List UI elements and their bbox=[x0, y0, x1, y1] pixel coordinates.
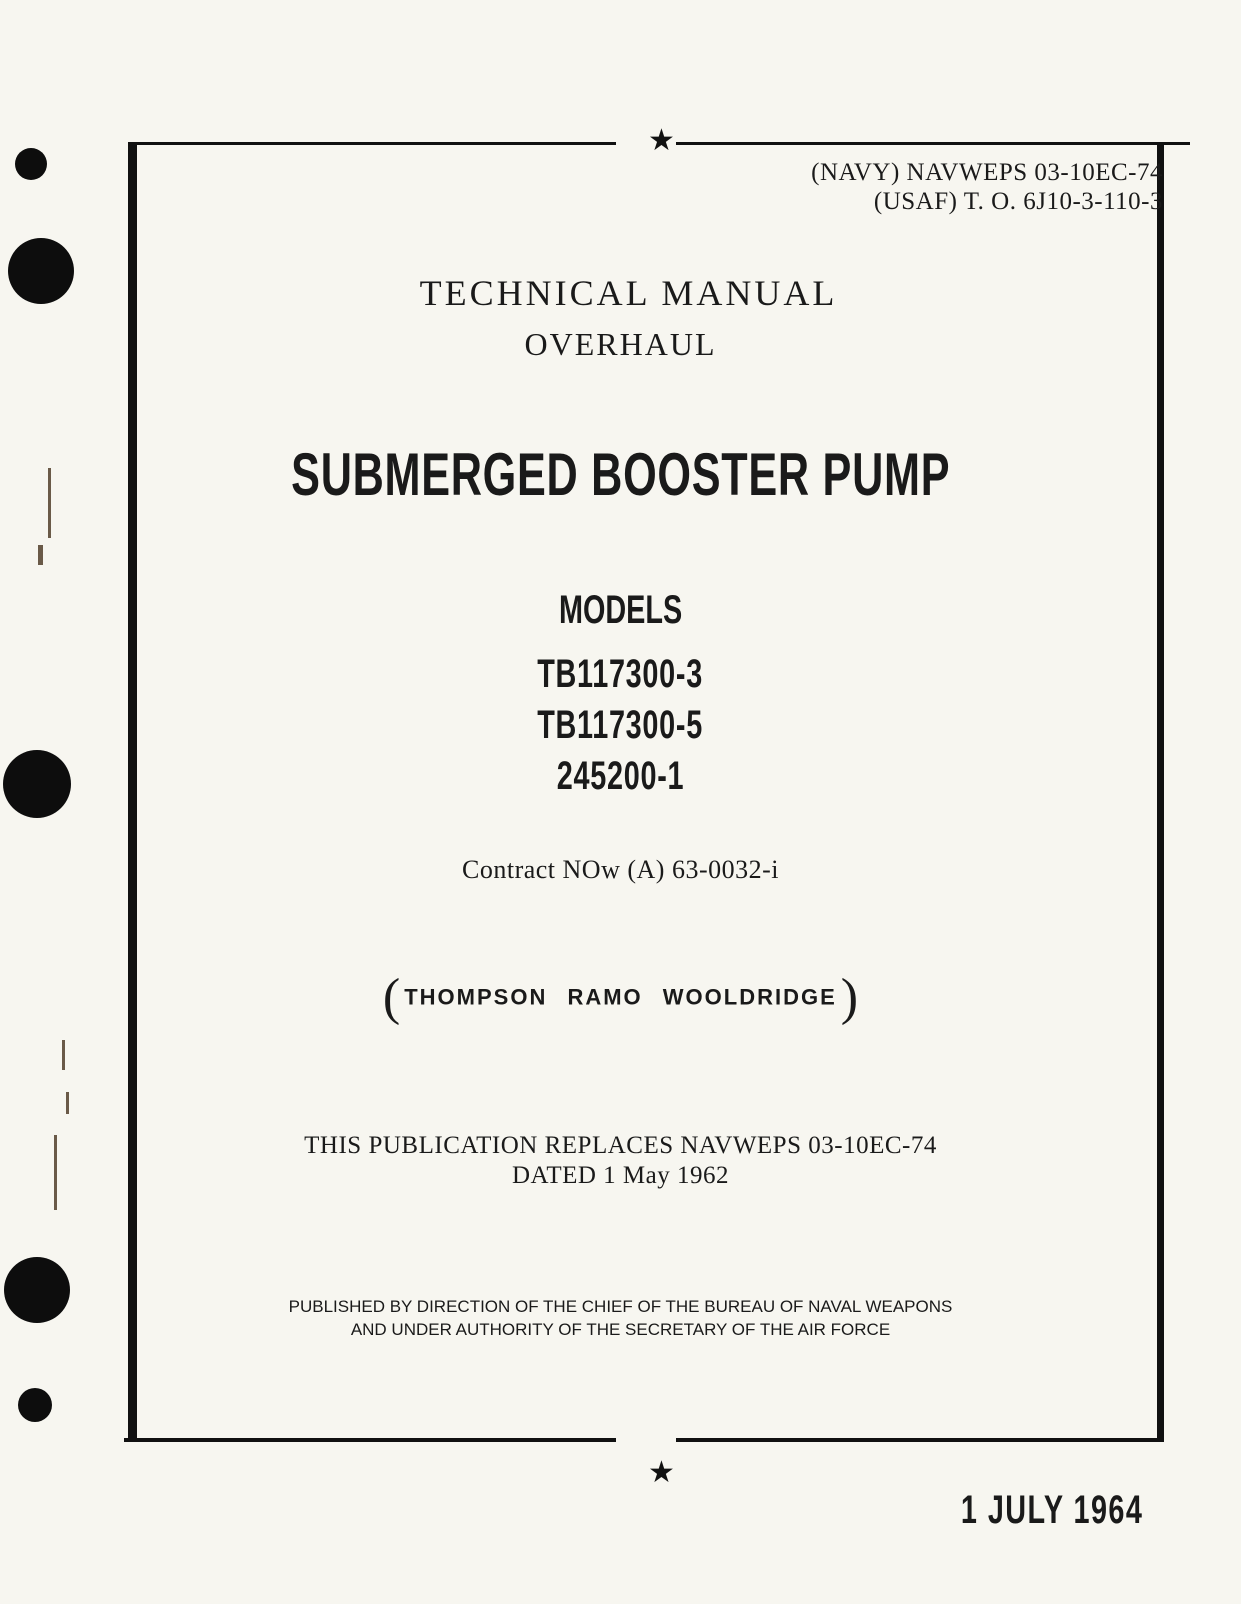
replaces-notice-line1: THIS PUBLICATION REPLACES NAVWEPS 03-10EC-74 bbox=[304, 1132, 937, 1159]
navy-document-number: (NAVY) NAVWEPS 03-10EC-74 bbox=[811, 159, 1163, 186]
margin-mark bbox=[38, 545, 43, 565]
main-title-text: SUBMERGED BOOSTER PUMP bbox=[290, 441, 951, 508]
authority-line2: AND UNDER AUTHORITY OF THE SECRETARY OF THE AIR FORCE bbox=[350, 1320, 891, 1339]
border-bottom-right bbox=[676, 1438, 1164, 1442]
border-top-right bbox=[676, 142, 1190, 145]
authority-line1: PUBLISHED BY DIRECTION OF THE CHIEF OF THE BUREAU OF NAVAL WEAPONS bbox=[288, 1297, 953, 1316]
border-top-left bbox=[128, 142, 616, 145]
manufacturer-block bbox=[0, 968, 1241, 1027]
model-number-text: 245200-1 bbox=[556, 754, 685, 798]
publication-date-text: 1 JULY 1964 bbox=[960, 1488, 1143, 1532]
models-heading bbox=[0, 588, 1241, 633]
model-number bbox=[0, 754, 1241, 799]
margin-mark bbox=[66, 1092, 69, 1114]
contract-number: Contract NOw (A) 63-0032-i bbox=[462, 855, 779, 884]
model-number bbox=[0, 703, 1241, 748]
border-bottom-left bbox=[124, 1438, 616, 1442]
document-number-block bbox=[811, 158, 1163, 216]
manufacturer-name: THOMPSON RAMO WOOLDRIDGE bbox=[404, 984, 837, 1010]
manufacturer-open-paren: ( bbox=[382, 969, 401, 1026]
main-title bbox=[0, 440, 1241, 509]
top-star-ornament: ★ bbox=[648, 123, 675, 158]
model-number bbox=[0, 652, 1241, 697]
model-number-text: TB117300-3 bbox=[537, 652, 704, 696]
punch-hole-5 bbox=[18, 1388, 52, 1422]
punch-hole-1 bbox=[15, 148, 47, 180]
title-overhaul: OVERHAUL bbox=[524, 326, 717, 362]
title-technical-manual: TECHNICAL MANUAL bbox=[419, 273, 838, 313]
bottom-star-ornament: ★ bbox=[648, 1455, 675, 1490]
publication-date bbox=[843, 1488, 1143, 1533]
usaf-document-number: (USAF) T. O. 6J10-3-110-3 bbox=[873, 188, 1163, 215]
models-heading-text: MODELS bbox=[558, 588, 683, 632]
manufacturer-close-paren: ) bbox=[840, 969, 859, 1026]
replaces-notice-line2: DATED 1 May 1962 bbox=[511, 1162, 729, 1189]
model-number-text: TB117300-5 bbox=[537, 703, 704, 747]
margin-mark bbox=[62, 1040, 65, 1070]
